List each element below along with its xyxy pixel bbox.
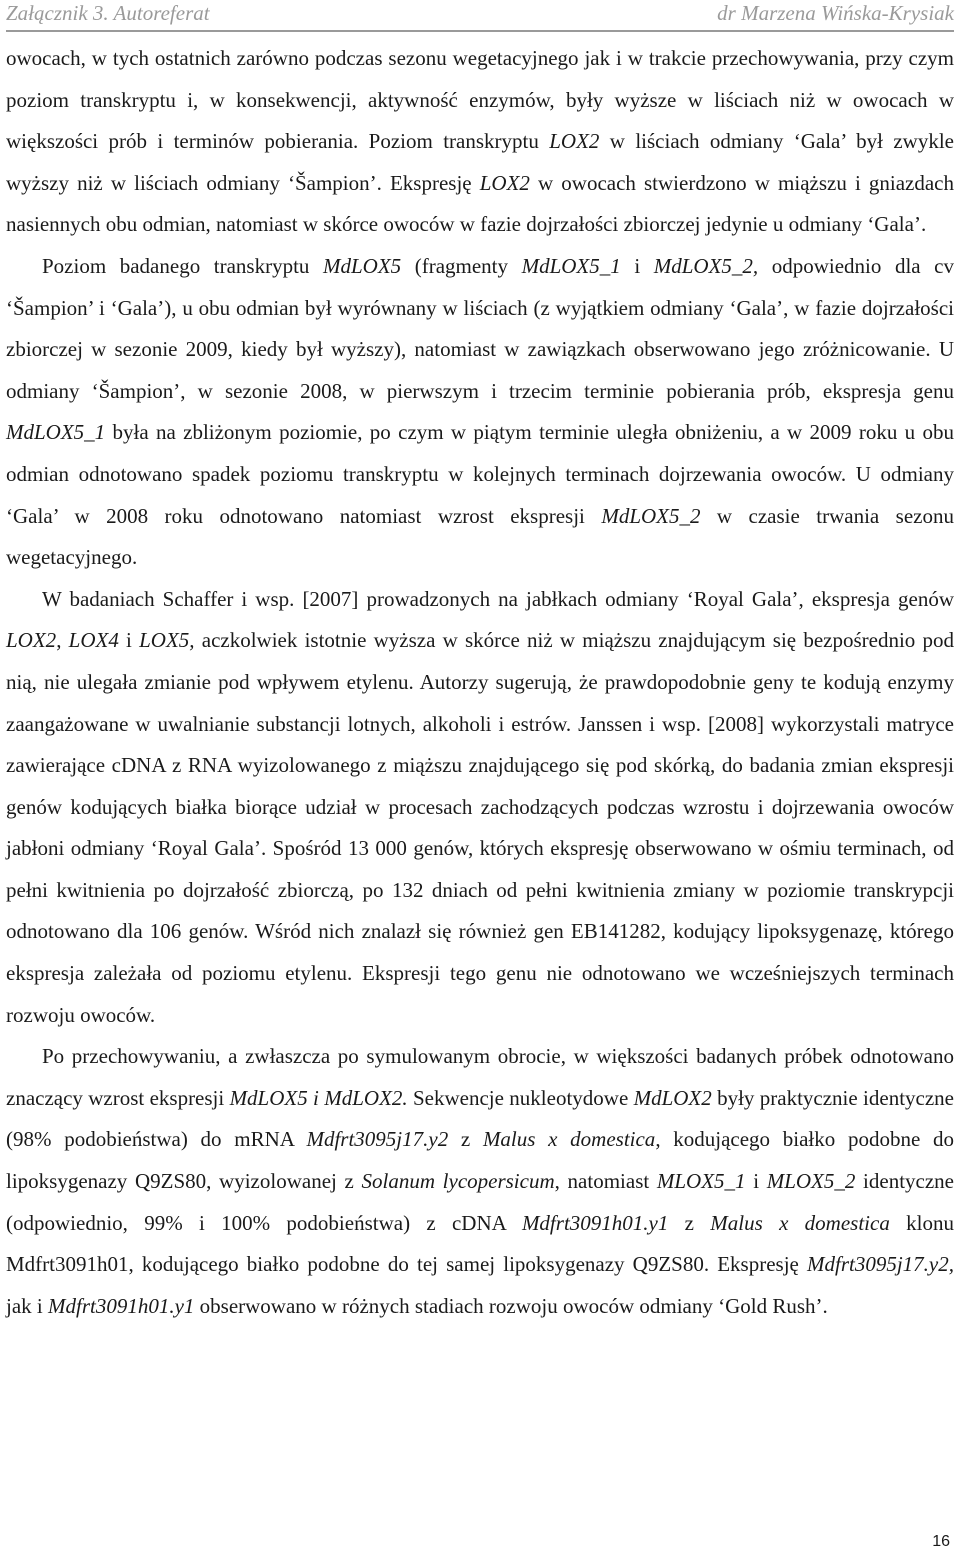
italic-term: MdLOX5: [322, 253, 402, 278]
paragraph: [6, 38, 954, 246]
header-title: Załącznik 3. Autoreferat: [6, 1, 210, 25]
text-run: w czasie trwania sezonu wegetacyjnego.: [6, 503, 954, 570]
text-run: w liściach odmiany ‘Gala’ był zwykle wyższy niż w liściach odmiany ‘Šampion’. Ekspresję: [6, 129, 954, 195]
paragraph: [6, 1036, 954, 1327]
italic-term: Mdfrt3091h01.y1: [48, 1293, 195, 1318]
text-run: były praktycznie identyczne (98% podobieństwa) do mRNA: [6, 1085, 954, 1152]
text-run: była na zbliżonym poziomie, po czym w piątym terminie uległa obniżeniu, a w 2009 roku u obu odmian odnotowano spadek poziomu transkryptu w kolejnych terminach dojrzewania owoców. U odmiany ‘Gala’ w 2008 roku odnotowano natomiast wzrost ekspresji: [6, 420, 954, 528]
text-run: i: [620, 253, 654, 278]
text-run: obserwowano w różnych stadiach rozwoju owoców odmiany ‘Gold Rush’.: [194, 1293, 828, 1318]
italic-term: MdLOX5_1: [521, 253, 621, 278]
text-run: jak i: [6, 1293, 48, 1318]
paragraph: [6, 579, 954, 1037]
header-author: dr Marzena Wińska-Krysiak: [717, 1, 954, 25]
italic-term: MdLOX5_2: [601, 503, 701, 528]
document-body: [6, 38, 954, 1327]
text-run: i: [745, 1169, 767, 1194]
text-run: (fragmenty: [401, 253, 522, 278]
italic-term: MdLOX5_2,: [653, 253, 759, 278]
text-run: Sekwencje nukleotydowe: [407, 1085, 634, 1110]
text-run: i: [118, 628, 140, 653]
italic-term: LOX2: [6, 628, 57, 653]
italic-term: MdLOX5_1: [6, 420, 106, 445]
italic-term: MdLOX2: [633, 1085, 712, 1110]
text-run: z: [668, 1210, 711, 1235]
text-run: , natomiast: [554, 1169, 657, 1194]
text-run: Po przechowywaniu, a zwłaszcza po symulowanym obrocie, w większości badanych próbek odnotowano znaczący wzrost ekspresji: [6, 1044, 954, 1110]
text-run: identyczne (odpowiednio, 99% i 100% podobieństwa) z cDNA: [6, 1169, 955, 1235]
text-run: ,: [56, 628, 69, 653]
italic-term: Solanum lycopersicum: [361, 1169, 555, 1194]
text-run: Poziom badanego transkryptu: [42, 253, 323, 278]
text-run: , kodującego białko podobne do lipoksygenazy Q9ZS80, wyizolowanej z: [6, 1127, 954, 1194]
text-run: w owocach stwierdzono w miąższu i gniazdach nasiennych obu odmian, natomiast w skórce owoców w fazie dojrzałości zbiorczej jedynie u odmiany ‘Gala’.: [6, 170, 954, 237]
italic-term: MLOX5_1: [656, 1169, 746, 1194]
text-run: owocach, w tych ostatnich zarówno podczas sezonu wegetacyjnego jak i w trakcie przechowywania, przy czym poziom transkryptu i, w konsekwencji, aktywność enzymów, były wyższe w liściach niż w owocach w większości prób i terminów pobierania. Poziom transkryptu: [6, 46, 954, 154]
italic-term: Mdfrt3095j17.y2,: [807, 1252, 954, 1277]
page-header: [6, 0, 954, 32]
italic-term: LOX4: [68, 628, 119, 653]
page-number: 16: [932, 1533, 950, 1550]
italic-term: MdLOX5 i MdLOX2.: [229, 1085, 408, 1110]
text-run: odpowiednio dla cv ‘Šampion’ i ‘Gala’), u obu odmian był wyrównany w liściach (z wyjątkiem odmiany ‘Gala’, w fazie dojrzałości zbiorczej w sezonie 2009, kiedy był wyższy), natomiast w zawiązkach obserwowano jego zróżnicowanie. U odmiany ‘Šampion’, w sezonie 2008, w pierwszym i trzecim terminie pobierania prób, ekspresja genu: [6, 253, 955, 403]
text-run: klonu Mdfrt3091h01, kodującego białko podobne do tej samej lipoksygenazy Q9ZS80. Ekspresję: [6, 1210, 954, 1277]
italic-term: LOX2: [479, 170, 530, 195]
italic-term: Mdfrt3091h01.y1: [521, 1210, 669, 1235]
italic-term: LOX2: [549, 129, 600, 154]
text-run: aczkolwiek istotnie wyższa w skórce niż w miąższu znajdującym się bezpośrednio pod nią, nie ulegała zmianie pod wpływem etylenu. Autorzy sugerują, że prawdopodobnie geny te kodują enzymy zaangażowane w uwalnianie substancji lotnych, alkoholi i estrów. Janssen i wsp. [2008] wykorzystali matryce zawierające cDNA z RNA wyizolowanego z miąższu znajdującego się pod skórką, do badania zmian ekspresji genów kodujących białka biorące udział w procesach zachodzących podczas wzrostu i dojrzewania owoców jabłoni odmiany ‘Royal Gala’. Spośród 13 000 genów, których ekspresję obserwowano w ośmiu terminach, od pełni kwitnienia po dojrzałość zbiorczą, po 132 dniach od pełni kwitnienia zmiany w poziomie transkrypcji odnotowano dla 106 genów. Wśród nich znalazł się również gen EB141282, kodujący lipoksygenazę, którego ekspresja zależała od poziomu etylenu. Ekspresji tego genu nie odnotowano we wcześniejszych terminach rozwoju owoców.: [6, 628, 954, 1027]
text-run: W badaniach Schaffer i wsp. [2007] prowadzonych na jabłkach odmiany ‘Royal Gala’, ekspresja genów: [42, 586, 954, 611]
paragraph: [6, 246, 954, 579]
italic-term: Mdfrt3095j17.y2: [306, 1127, 449, 1152]
italic-term: Malus x domestica: [710, 1210, 890, 1235]
italic-term: MLOX5_2: [766, 1169, 856, 1194]
italic-term: LOX5,: [139, 628, 195, 653]
italic-term: Malus x domestica: [482, 1127, 656, 1152]
text-run: z: [448, 1127, 483, 1152]
